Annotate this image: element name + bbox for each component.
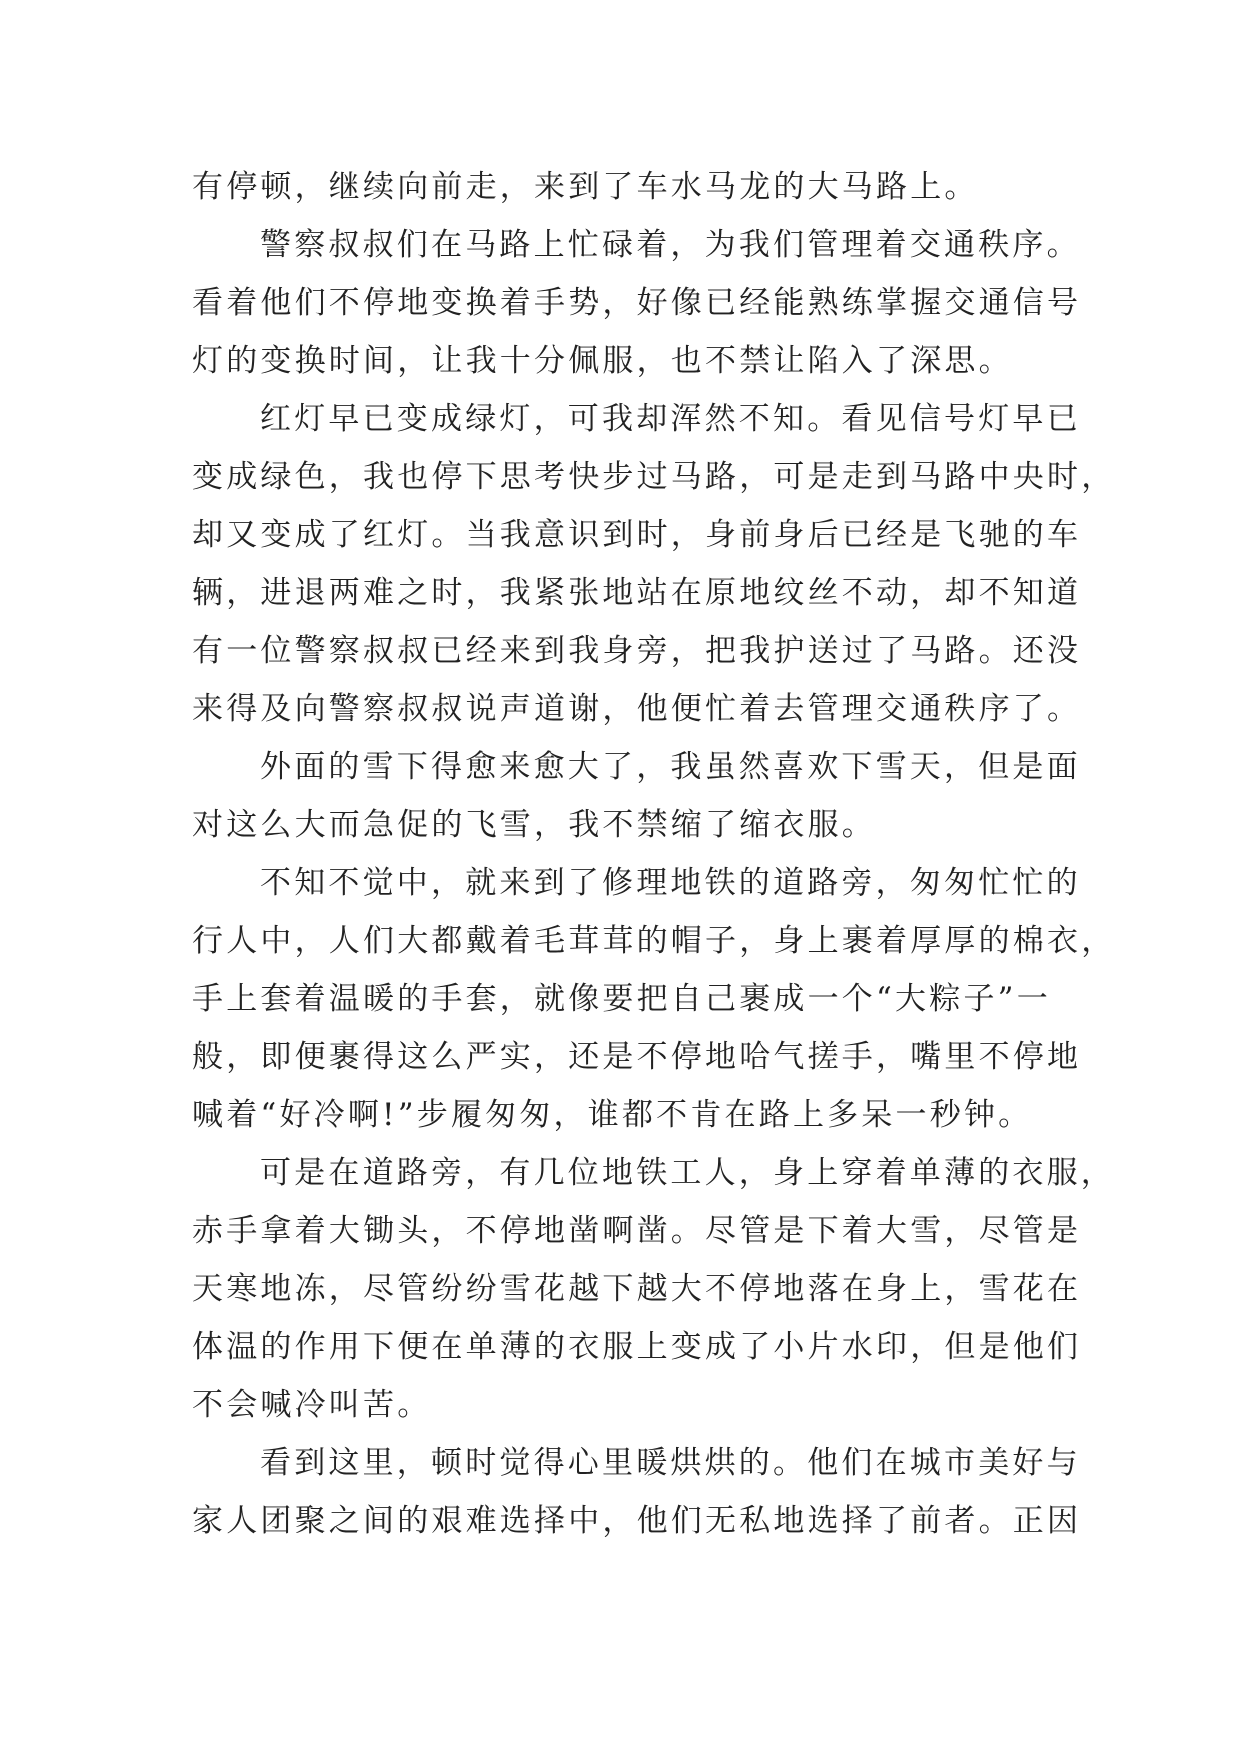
text-line: 家人团聚之间的艰难选择中，他们无私地选择了前者。正因 — [192, 1503, 1082, 1539]
text-line: 看着他们不停地变换着手势，好像已经能熟练掌握交通信号 — [192, 285, 1082, 321]
text-line: 变成绿色，我也停下思考快步过马路，可是走到马路中央时， — [192, 459, 1116, 495]
text-line: 有一位警察叔叔已经来到我身旁，把我护送过了马路。还没 — [192, 633, 1082, 669]
text-line: 却又变成了红灯。当我意识到时，身前身后已经是飞驰的车 — [192, 517, 1082, 553]
text-line: 可是在道路旁，有几位地铁工人，身上穿着单薄的衣服， — [260, 1155, 1115, 1191]
text-line: 天寒地冻，尽管纷纷雪花越下越大不停地落在身上，雪花在 — [192, 1271, 1082, 1307]
text-line: 灯的变换时间，让我十分佩服，也不禁让陷入了深思。 — [192, 343, 1013, 379]
text-line: 不会喊冷叫苦。 — [192, 1387, 432, 1423]
text-line: 红灯早已变成绿灯，可我却浑然不知。看见信号灯早已 — [260, 401, 1081, 437]
text-line: 有停顿，继续向前走，来到了车水马龙的大马路上。 — [192, 169, 979, 205]
text-line: 赤手拿着大锄头，不停地凿啊凿。尽管是下着大雪，尽管是 — [192, 1213, 1082, 1249]
text-line: 般，即便裹得这么严实，还是不停地哈气搓手，嘴里不停地 — [192, 1039, 1082, 1075]
text-line: 看到这里，顿时觉得心里暖烘烘的。他们在城市美好与 — [260, 1445, 1081, 1481]
text-line: 对这么大而急促的飞雪，我不禁缩了缩衣服。 — [192, 807, 876, 843]
text-line: 喊着“好冷啊!”步履匆匆，谁都不肯在路上多呆一秒钟。 — [192, 1097, 1033, 1133]
text-line: 来得及向警察叔叔说声道谢，他便忙着去管理交通秩序了。 — [192, 691, 1082, 727]
body-text — [192, 158, 1116, 1550]
text-line: 体温的作用下便在单薄的衣服上变成了小片水印，但是他们 — [192, 1329, 1082, 1365]
text-line: 不知不觉中，就来到了修理地铁的道路旁，匆匆忙忙的 — [260, 865, 1081, 901]
text-line: 警察叔叔们在马路上忙碌着，为我们管理着交通秩序。 — [260, 227, 1081, 263]
text-line: 外面的雪下得愈来愈大了，我虽然喜欢下雪天，但是面 — [260, 749, 1081, 785]
text-line: 行人中，人们大都戴着毛茸茸的帽子，身上裹着厚厚的棉衣， — [192, 923, 1116, 959]
text-line: 手上套着温暖的手套，就像要把自己裹成一个“大粽子”一 — [192, 981, 1051, 1017]
text-line: 辆，进退两难之时，我紧张地站在原地纹丝不动，却不知道 — [192, 575, 1082, 611]
